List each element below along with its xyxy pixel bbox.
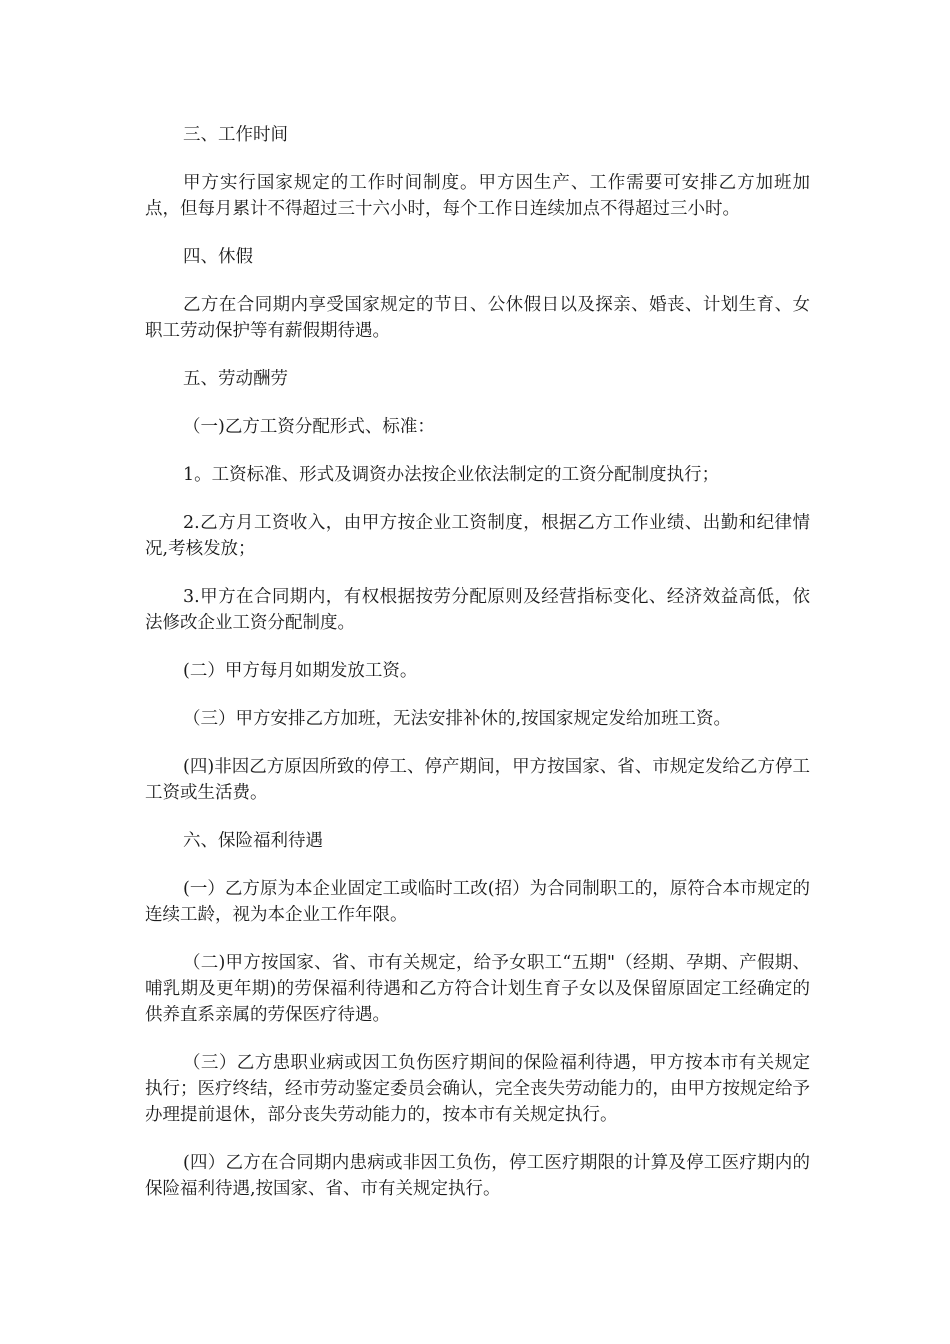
paragraph-remuneration-1: （一)乙方工资分配形式、标准： (183, 417, 435, 437)
paragraph-insurance-2: （二)甲方按国家、省、市有关规定，给予女职工“五期"（经期、孕期、产假期、哺乳期及更年期)的劳保福利待遇和乙方符合计划生育子女以及保留原固定工经确定的供养直系亲属的劳保医疗待遇。 (145, 953, 810, 1025)
section-heading-insurance: 六、保险福利待遇 (183, 831, 323, 851)
section-heading-work-hours: 三、工作时间 (183, 125, 288, 145)
paragraph-insurance-4: (四）乙方在合同期内患病或非因工负伤，停工医疗期限的计算及停工医疗期内的保险福利待遇,按国家、省、市有关规定执行。 (145, 1153, 810, 1199)
document-body (145, 122, 810, 1224)
paragraph-remuneration-7: (四)非因乙方原因所致的停工、停产期间，甲方按国家、省、市规定发给乙方停工工资或生活费。 (145, 757, 810, 803)
paragraph-insurance-1: (一）乙方原为本企业固定工或临时工改(招）为合同制职工的，原符合本市规定的连续工龄，视为本企业工作年限。 (145, 879, 810, 925)
paragraph-remuneration-6: （三）甲方安排乙方加班，无法安排补休的,按国家规定发给加班工资。 (183, 709, 732, 729)
paragraph-insurance-3: （三）乙方患职业病或因工负伤医疗期间的保险福利待遇，甲方按本市有关规定执行；医疗终结，经市劳动鉴定委员会确认，完全丧失劳动能力的，由甲方按规定给予办理提前退休，部分丧失劳动能力的，按本市有关规定执行。 (145, 1053, 810, 1125)
paragraph-work-hours: 甲方实行国家规定的工作时间制度。甲方因生产、工作需要可安排乙方加班加点，但每月累计不得超过三十六小时，每个工作日连续加点不得超过三小时。 (145, 173, 810, 219)
paragraph-leave: 乙方在合同期内享受国家规定的节日、公休假日以及探亲、婚丧、计划生育、女职工劳动保护等有薪假期待遇。 (145, 295, 810, 341)
paragraph-remuneration-2: 1。工资标准、形式及调资办法按企业依法制定的工资分配制度执行； (183, 465, 720, 485)
section-heading-remuneration: 五、劳动酬劳 (183, 369, 288, 389)
paragraph-remuneration-3: 2.乙方月工资收入，由甲方按企业工资制度，根据乙方工作业绩、出勤和纪律情况,考核发放； (145, 513, 810, 559)
section-heading-leave: 四、休假 (183, 247, 253, 267)
paragraph-remuneration-5: (二）甲方每月如期发放工资。 (183, 661, 418, 681)
paragraph-remuneration-4: 3.甲方在合同期内，有权根据按劳分配原则及经营指标变化、经济效益高低，依法修改企业工资分配制度。 (145, 587, 810, 633)
